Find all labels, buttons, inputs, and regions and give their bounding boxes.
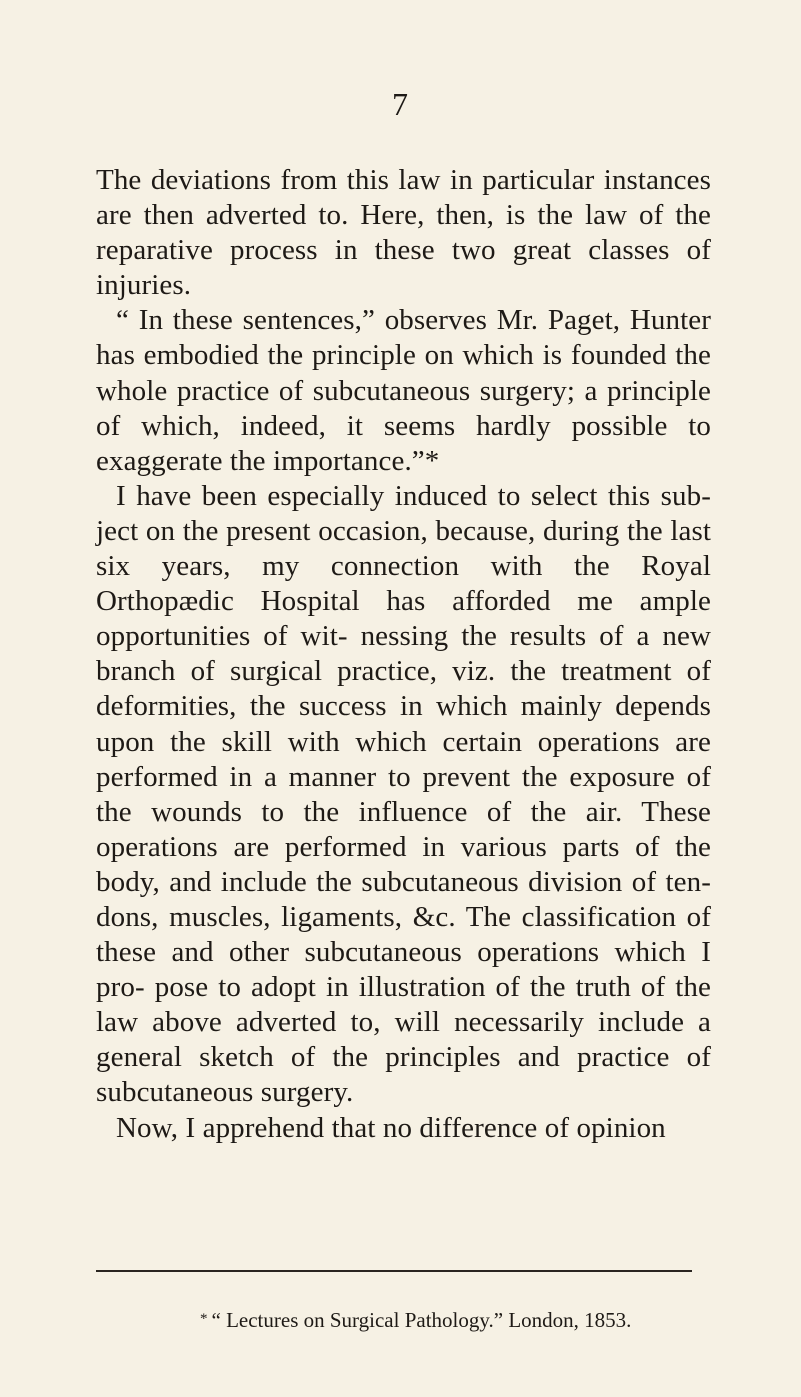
page-number: 7 [392,86,408,122]
body-text [96,163,711,1146]
paragraph-deviations: The deviations from this law in particular instances are then adverted to. Here, then, is the law of the reparative process in these two great classes of injuries. [96,164,711,302]
paragraph-orthopaedic-hospital: I have been especially induced to select this sub- ject on the present occasion, because, during the last six years, my connection with the Royal Orthopædic Hospital has afforded me ample opportunities of wit- nessing the results of a new branch of surgical practice, viz. the treatment of deformities, the success in which mainly depends upon the skill with which certain operations are performed in a manner to prevent the exposure of the wounds to the influence of the air. These operations are performed in various parts of the body, and include the subcutaneous division of ten- dons, muscles, ligaments, &c. The classification of these and other subcutaneous operations which I pro- pose to adopt in illustration of the truth of the law above adverted to, will necessarily include a general sketch of the principles and practice of subcutaneous surgery. [96,479,711,1109]
footnote-text: “ Lectures on Surgical Pathology.” London, 1853. [211,1308,632,1332]
paragraph-paget-quote: “ In these sentences,” observes Mr. Paget, Hunter has embodied the principle on which is founded the whole practice of subcutaneous surgery; a principle of which, indeed, it seems hardly possible to exaggerate the importance.”* [96,304,711,477]
footnote-rule [96,1270,692,1272]
footnote [200,1308,631,1335]
footnote-marker: * [200,1311,208,1327]
paragraph-apprehend: Now, I apprehend that no difference of opinion [116,1111,666,1144]
